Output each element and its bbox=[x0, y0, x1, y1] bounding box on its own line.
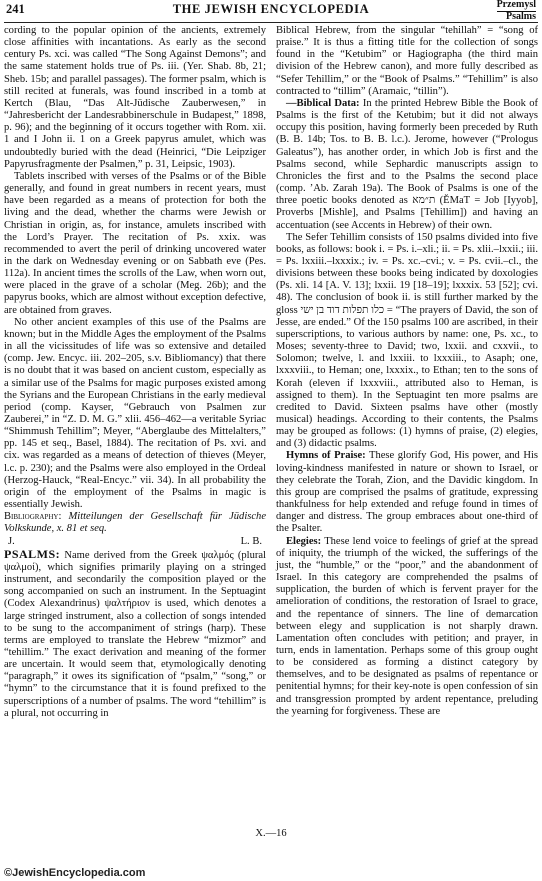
elegies-term: Elegies: bbox=[286, 535, 322, 547]
entry-term-psalms: PSALMS: bbox=[4, 546, 61, 561]
signature-right: L. B. bbox=[240, 535, 262, 547]
signature-left: J. bbox=[8, 535, 15, 547]
biblical-data-paragraph bbox=[276, 98, 538, 232]
header-rule bbox=[4, 22, 538, 23]
section-line-1: Przemysl bbox=[496, 0, 536, 10]
elegies-text: These lend voice to feelings of grief at the spread of iniquity, the triumph of the wicked, the sufferings of the just, the “humble,” or the “poor,” and the abandonment of Israel. In this category are comprehended the psalms of supplication, the burden of which is fervent prayer for the amelioration of conditions, the restoration of Israel to grace, and the repentance of sinners. The line of demarcation between elegy and supplication is not sharply drawn. Lamentation often concludes with petition; and prayer, in turn, ends in lamentation. Perhaps some of this group ought to be considered as forming a distinct category by themselves, and to be designated as psalms of repentance or penitential hymns; for their key-note is open confession of sin and transgression prompted by ardent repentance, preluding the yearning for forgiveness. These are bbox=[276, 535, 538, 717]
hymns-text: These glorify God, His power, and His loving-kindness manifested in nature or shown to Israel, or they celebrate the Torah, Zion, and the Davidic kingdom. In this group are comprised the psalms of gratitude, expressing thankfulness for help extended and refuge found in times of danger and distress. The group embraces about one-third of the Psalter. bbox=[276, 450, 538, 535]
psalms-entry bbox=[4, 548, 266, 720]
bibliography bbox=[4, 511, 266, 535]
bibliography-label: Bibliography: bbox=[4, 511, 62, 523]
biblical-data-text: In the printed Hebrew Bible the Book of Psalms is the first of the Ketubim; but it did not always occupy this position, having formerly been preceded by Ruth (B. B. 14b; Tos. to B. B. l.c.). Jerome, however (“Prologus Galeatus”), has another order, in which Job is first and the Psalms second, while Sephardic manuscripts assign to Chronicles the first and to the Psalms the second place (comp. ’Ab. Zarah 19a). The Book of Psalms is one of the three poetic books denoted as ת״מא (ĔMaT = Job [Iyyob], Proverbs [Mishle], and Psalms [Tehillim]) and having an accentuation (see Accents in Hebrew) of their own. bbox=[276, 97, 539, 231]
section-heading bbox=[497, 0, 536, 22]
page-number: 241 bbox=[6, 2, 25, 16]
bibliography-text: Mitteilungen der Gesellschaft für Jüdische Volkskunde, x. 81 et seq. bbox=[4, 511, 266, 535]
right-paragraph-1: Biblical Hebrew, from the singular “tehillah” = “song of praise.” It is thus a fitting title for the collection of songs found in the “Ketubim” or Hagiographa (the third main division of the Hebrew canon), and more fully described as “Sefer Tehillim,” or the “Book of Psalms.” “Tehillim” is also contracted to “tillim” (Aramaic, “tillin”). bbox=[276, 25, 538, 97]
page-header bbox=[4, 0, 538, 22]
hymns-term: Hymns of Praise: bbox=[286, 450, 366, 462]
running-title: THE JEWISH ENCYCLOPEDIA bbox=[172, 2, 370, 16]
section-line-2: Psalms bbox=[506, 10, 536, 22]
left-paragraph-2: Tablets inscribed with verses of the Psalms or of the Bible generally, and found in great numbers in recent years, must have been regarded as a means of protection for both the living and the dead, whether the charms were Jewish or Christian in origin, as, for instance, amulets inscribed with the Lord’s Prayer. The recitation of Ps. xxix. was recommended to avert the peril of drinking uncovered water in the dark on Wednesday evening or on Sabbath eve (Pes. 112a). In ancient times the scrolls of the Law, when worn out, were placed in the grave of a scholar (Meg. 26b); and the papyrus books, which are almost without exception defective, are obtained from graves. bbox=[4, 170, 266, 316]
elegies-paragraph bbox=[276, 536, 538, 718]
right-paragraph-3: The Sefer Tehillim consists of 150 psalms divided into five books, as follows: book i. = Ps. i.–xli.; ii. = Ps. xlii.–lxxii.; iii. = Ps. lxxiii.–lxxxix.; iv. = Ps. xc.–cvi.; v. = Ps. cvii.–cl., the divisions between these books being indicated by doxologies (Ps. xli. 14 [A. V. 13]; lxxii. 19 [18–19]; lxxxix. 53 [52]; cvi. 48). The conclusion of book ii. is still further marked by the gloss כלו תפלות דוד בן ישי = “The prayers of David, the son of Jesse, are ended.” Of the 150 psalms 100 are ascribed, in their superscriptions, to various authors by name: one, Ps. xc., to Moses; seventy-three to David; two, lxxii. and cxxvii., to Solomon; twelve, l. and lxxiii. to lxxxiii., to Asaph; one, lxxxviii., to Heman; one, lxxxix., to Ethan; ten to the sons of Korah (eleven if lxxxviii., attributed also to Heman, is assigned to them). In the Septuagint ten more psalms are credited to David. Sixteen psalms have other (mostly musical) headings. According to their contents, the Psalms may be grouped as follows: (1) hymns of praise, (2) elegies, and (3) didactic psalms. bbox=[276, 231, 538, 450]
sheet-mark: X.—16 bbox=[255, 828, 287, 839]
right-column bbox=[276, 25, 538, 718]
left-column bbox=[4, 25, 266, 720]
site-watermark[interactable]: ©JewishEncyclopedia.com bbox=[4, 867, 146, 879]
left-paragraph-3: No other ancient examples of this use of the Psalms are known; but in the Middle Ages the employment of the Psalms in all the vicissitudes of life was so extensive and detailed (comp. Jew. Encyc. iii. 202–205, s.v. Bibliomancy) that there is no doubt that it was based on ancient custom, especially as a similar use of the Psalms for magic purposes existed among the Syrians and the European Christians in the early medieval period (comp. Kayser, “Gebrauch von Psalmen zur Zauberei,” in “Z. D. M. G.” xlii. 456–462—a veritable Syriac “Shimmush Tehillim”; Meyer, “Aberglaube des Mittelalters,” pp. 145 et seq., Basel, 1884). The recitation of Ps. xvi. and cix. was regarded as a means of detection of thieves (Meyer, l.c. p. 230); and the Psalms were also employed in the Ordeal (Herzog-Hauck, “Real-Encyc.” vii. 34). In all probability the origin of the employment of the Psalms in magic is essentially Jewish. bbox=[4, 316, 266, 511]
left-paragraph-1: cording to the popular opinion of the ancients, extremely close affinities with incantations. As early as the second century Ps. xci. was called “The Song Against Demons”; and the same statement holds true of Ps. iii. (Yer. Shab. 8b, 21; Sheb. 15b; and parallel passages). The former psalm, which is still recited at funerals, was found inscribed in a tomb at Kertch (Blau, “Das Alt-Jüdische Zauberwesen,” in “Jahresbericht der Landesrabbinerschule in Budapest,” 1898, p. 96); and the beginning of it occurs together with Rom. xii. 1 and I John ii. 1 on a Greek papyrus amulet, which was undoubtedly buried with the dead (Heinrici, “Die Leipziger Papyrusfragmente der Psalmen,” p. 31, Leipsic, 1903). bbox=[4, 25, 266, 170]
psalms-entry-text: Name derived from the Greek ψαλμός (plural ψαλμοί), which signifies primarily playing on a stringed instrument, and secondarily the composition played or the song accompanied on such an instrument. In the Septuagint (Codex Alexandrinus) ψαλτήριον is used, which denotes a large stringed instrument, also a collection of songs intended to be sung to the accompaniment of strings (harp). These terms are employed to translate the Hebrew “mizmor” and “tehillim.” The exact derivation and meaning of the former are uncertain. It would seem that, etymologically denoting “paragraph,” it owes its signification of “psalm,” “song,” or “hymn” to the circumstance that it is found prefixed to the superscriptions of a number of psalms. The word “tehillim” is a plural, not occurring in bbox=[4, 549, 266, 719]
biblical-data-term: —Biblical Data: bbox=[286, 97, 360, 109]
hymns-paragraph bbox=[276, 450, 538, 535]
